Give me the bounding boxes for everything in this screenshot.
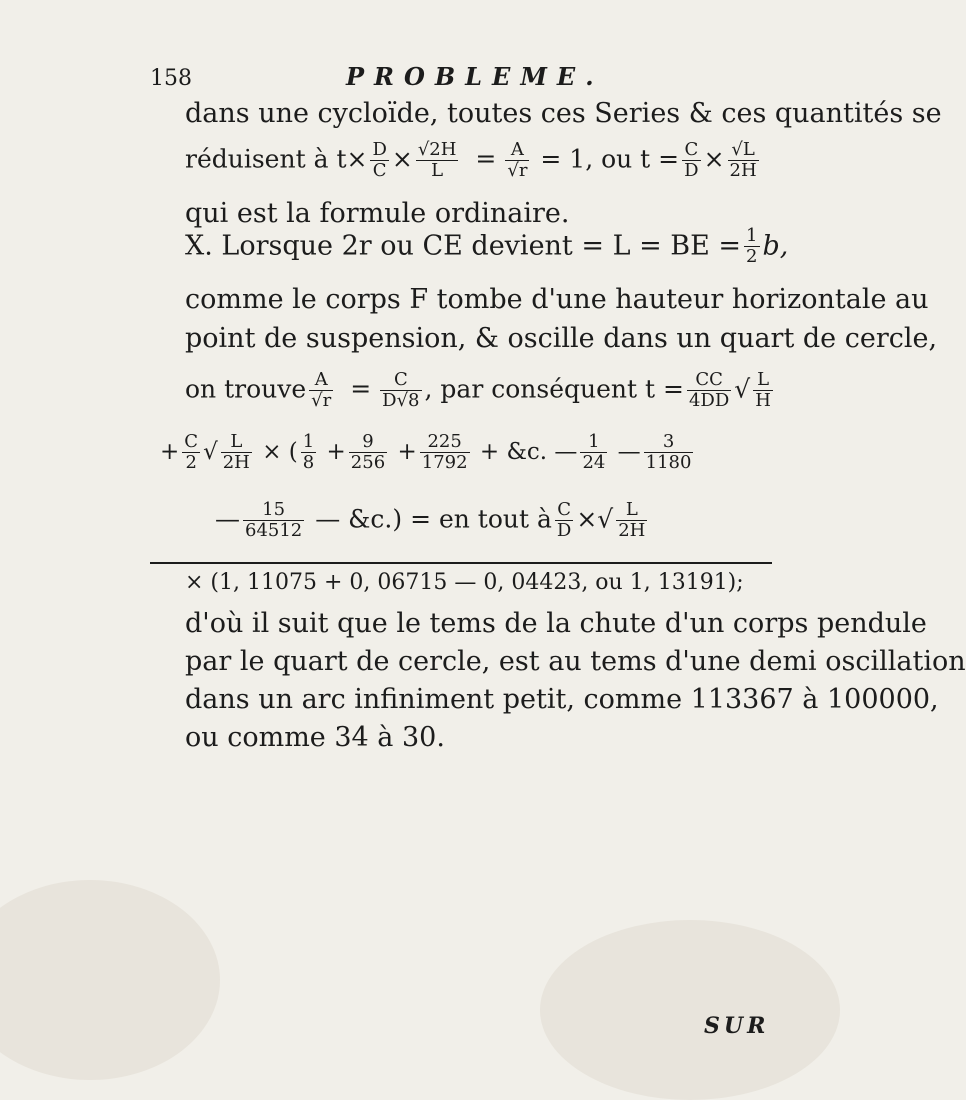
- fraction-a-over-sqrtr-2: $\frac{A}{√r}$: [311, 369, 332, 411]
- text-t-times: t×: [336, 144, 368, 174]
- fraction-225-over-1792: $\frac{225}{1792}$: [421, 431, 468, 473]
- fraction-1-over-8: $\frac{1}{8}$: [302, 431, 315, 473]
- text-one-ou-t: = 1, ou t =: [540, 144, 680, 174]
- text-line-5: comme le corps F tombe d'une hauteur horizontale au: [185, 284, 929, 315]
- text-line-6: point de suspension, & oscille dans un quart de cercle,: [185, 323, 938, 354]
- text-line-11: dans un arc infiniment petit, comme 113367 à 100000,: [185, 684, 939, 715]
- fraction-sqrtl-over-2h: $\frac{√L}{2H}$: [729, 139, 757, 181]
- fraction-one-half: $\frac{1}{2}$: [746, 225, 758, 267]
- formula-line-reduisent: [185, 140, 762, 181]
- text-lorsque: X. Lorsque 2r ou CE devient = L = BE =: [185, 230, 742, 262]
- text-etc-en-tout: — &c.) = en tout à: [315, 504, 552, 534]
- text-par-consequent: , par conséquent t =: [424, 374, 684, 404]
- page-number: 158: [150, 66, 192, 91]
- fraction-a-over-sqrtr: $\frac{A}{√r}$: [507, 139, 528, 181]
- text-line-12: ou comme 34 à 30.: [185, 722, 445, 753]
- fraction-c-over-d-2: $\frac{C}{D}$: [556, 499, 572, 541]
- sqrt-sign: √: [597, 504, 614, 534]
- sqrt-sign: √: [203, 438, 218, 465]
- formula-line-series: [160, 432, 696, 473]
- sqrt-sign: √: [734, 374, 751, 404]
- fraction-c-over-dsqrt8: $\frac{C}{D√8}$: [382, 369, 420, 411]
- times-sign: ×: [391, 144, 413, 174]
- times-sign: ×: [703, 144, 725, 174]
- text-line-9: d'où il suit que le tems de la chute d'un corps pendule: [185, 608, 927, 639]
- fraction-cc-over-4dd: $\frac{CC}{4DD}$: [688, 369, 730, 411]
- formula-line-on-trouve: [185, 370, 776, 411]
- paper-stain: [540, 920, 840, 1100]
- fraction-15-over-64512: $\frac{15}{64512}$: [245, 499, 303, 541]
- plus-sign: +: [160, 438, 180, 465]
- text-line-3: qui est la formule ordinaire.: [185, 198, 570, 229]
- fraction-c-over-d: $\frac{C}{D}$: [684, 139, 699, 181]
- minus-sign: —: [617, 438, 641, 465]
- numeric-line: × (1, 11075 + 0, 06715 — 0, 04423, ou 1, 13191);: [185, 570, 744, 595]
- text-etc: + &c. —: [479, 438, 578, 465]
- fraction-l-over-2h-2: $\frac{L}{2H}$: [618, 499, 646, 541]
- fraction-1-over-24: $\frac{1}{24}$: [582, 431, 606, 473]
- plus-sign: +: [326, 438, 346, 465]
- fraction-3-over-1180: $\frac{3}{1180}$: [645, 431, 692, 473]
- formula-line-en-tout: [215, 500, 650, 541]
- minus-sign: —: [215, 504, 240, 534]
- running-title: PROBLEME.: [346, 62, 604, 91]
- text-line-10: par le quart de cercle, est au tems d'une demi oscillation: [185, 646, 966, 677]
- fraction-c-over-2: $\frac{C}{2}$: [184, 431, 199, 473]
- text-line-1: dans une cycloïde, toutes ces Series & ces quantités se: [185, 98, 942, 129]
- horizontal-rule: [150, 562, 772, 564]
- plus-sign: +: [397, 438, 417, 465]
- formula-line-lorsque: [185, 226, 788, 267]
- paper-stain: [0, 880, 220, 1080]
- times-sign: ×: [576, 504, 598, 534]
- catchword: SUR: [704, 1013, 770, 1039]
- fraction-sqrt2h-over-l: $\frac{√2H}{L}$: [417, 139, 457, 181]
- fraction-l-over-2h: $\frac{L}{2H}$: [222, 431, 250, 473]
- text-b: b,: [762, 230, 789, 262]
- fraction-9-over-256: $\frac{9}{256}$: [350, 431, 386, 473]
- equals-sign: =: [475, 144, 497, 174]
- times-paren: × (: [262, 438, 298, 465]
- fraction-l-over-h: $\frac{L}{H}$: [755, 369, 771, 411]
- fraction-d-over-c: $\frac{D}{C}$: [372, 139, 387, 181]
- equals-sign: =: [350, 374, 372, 404]
- text-reduisent: réduisent à: [185, 144, 329, 174]
- text-on-trouve: on trouve: [185, 374, 307, 404]
